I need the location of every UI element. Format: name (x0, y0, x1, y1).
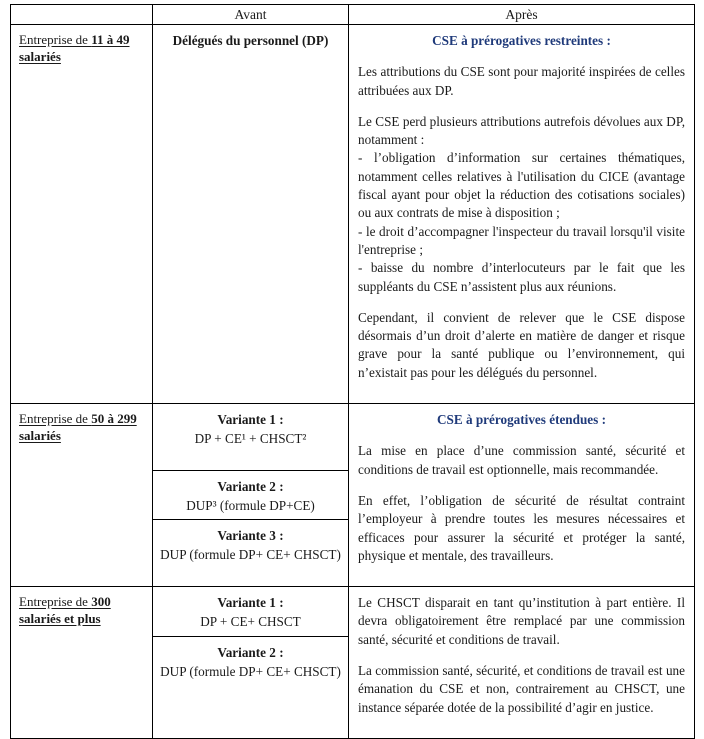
variant-body: DUP³ (formule DP+CE) (186, 498, 315, 514)
after-paragraph: La commission santé, sécurité, et conditions de travail est une émanation du CSE et non, contrairement au CHSCT, une instance séparée dotée de la possibilité d’agir en justice. (358, 663, 685, 715)
before-cell-300-plus (153, 587, 349, 739)
variant-title: Variante 2 : (217, 479, 284, 495)
after-paragraph: Le CHSCT disparait en tant qu’institution à part entière. Il devra obligatoirement être remplacé par une commission santé, sécurité et conditions de travail. (358, 595, 685, 647)
after-paragraph: Les attributions du CSE sont pour majorité inspirées de celles attribuées aux DP. (358, 64, 685, 98)
label-suffix: salariés (19, 428, 61, 444)
variant-title: Variante 3 : (217, 528, 284, 544)
table-header-row (11, 5, 695, 25)
list-item: - l’obligation d’information sur certaines thématiques, notamment celles relatives à l'utilisation du CICE (avantage fiscal ayant pour objet la réduction des cotisations sociales) ou aux contrats de mise à disposition ; (358, 150, 685, 221)
table-row (11, 587, 695, 739)
table-row (11, 404, 695, 587)
after-cell-11-49 (349, 25, 695, 404)
after-heading: CSE à prérogatives restreintes : (432, 33, 611, 48)
after-heading: CSE à prérogatives étendues : (437, 412, 606, 428)
before-value: Délégués du personnel (DP) (172, 33, 329, 48)
variant-body: DP + CE+ CHSCT (200, 614, 301, 630)
variant-block (153, 520, 348, 572)
row-label-300-plus (11, 587, 153, 739)
after-bullet-list (358, 149, 685, 295)
list-item: - baisse du nombre d’interlocuteurs par le fait que les suppléants du CSE n’assistent plus aux réunions. (358, 260, 685, 294)
variant-body: DUP (formule DP+ CE+ CHSCT) (160, 664, 341, 680)
label-suffix: salariés et plus (19, 611, 101, 627)
label-suffix: salariés (19, 49, 61, 64)
after-closing-paragraph: Cependant, il convient de relever que le CSE dispose désormais d’un droit d’alerte en matière de danger et risque grave pour la santé publique ou l’environnement, qui n’existait pas pour les délégués du personnel. (358, 309, 685, 380)
variant-body: DUP (formule DP+ CE+ CHSCT) (160, 547, 341, 563)
comparison-table (10, 4, 695, 739)
after-paragraph: La mise en place d’une commission santé, sécurité et conditions de travail est optionnelle, mais recommandée. (358, 443, 685, 477)
header-corner-cell (11, 5, 153, 25)
variant-title: Variante 1 : (217, 412, 284, 428)
label-range: 11 à 49 (91, 32, 130, 47)
list-item: - le droit d’accompagner l'inspecteur du travail lorsqu'il visite l'entreprise ; (358, 223, 685, 257)
label-prefix: Entreprise de (19, 411, 92, 427)
header-avant: Avant (153, 5, 349, 25)
header-apres: Après (349, 5, 695, 25)
variant-block (153, 471, 348, 520)
document-page (0, 4, 704, 715)
label-prefix: Entreprise de (19, 594, 92, 610)
variant-block (153, 637, 348, 689)
variant-title: Variante 1 : (217, 595, 284, 611)
row-label-11-49 (11, 25, 153, 404)
label-range: 300 (91, 594, 111, 610)
variant-body: DP + CE¹ + CHSCT² (194, 431, 307, 447)
variant-block (153, 404, 348, 471)
after-paragraph: En effet, l’obligation de sécurité de résultat contraint l’employeur à prendre toutes les mesures nécessaires et efficaces pour assurer la sécurité et protéger la santé, physique et mentale, des travailleurs. (358, 492, 685, 563)
after-cell-300-plus (349, 587, 695, 739)
before-cell-50-299 (153, 404, 349, 587)
variant-block (153, 587, 348, 637)
label-prefix: Entreprise de (19, 32, 92, 47)
before-cell-11-49 (153, 25, 349, 404)
table-row (11, 25, 695, 404)
row-label-50-299 (11, 404, 153, 587)
variant-title: Variante 2 : (217, 645, 284, 661)
label-range: 50 à 299 (91, 411, 137, 427)
after-cell-50-299 (349, 404, 695, 587)
after-paragraph: Le CSE perd plusieurs attributions autrefois dévolues aux DP, notamment : (358, 113, 685, 148)
